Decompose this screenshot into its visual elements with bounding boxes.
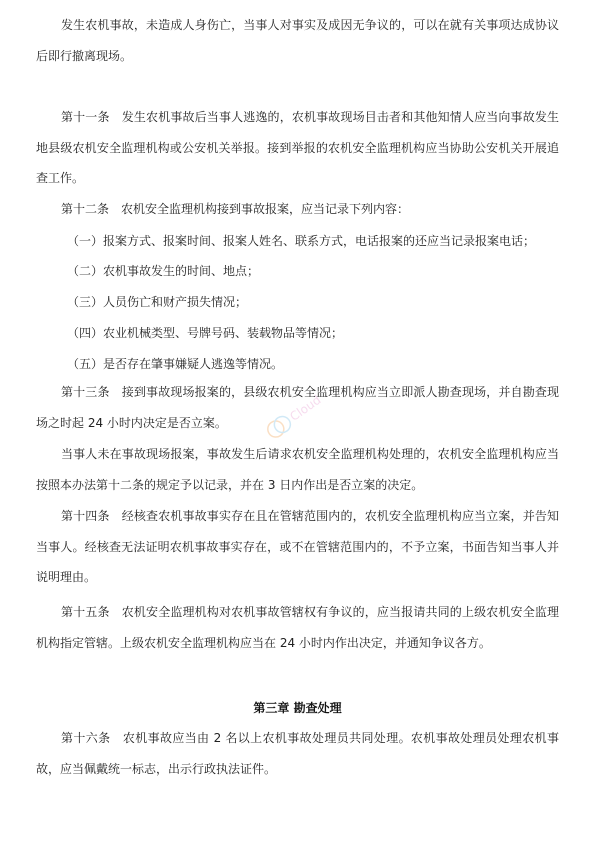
list-item-4: （四）农业机械类型、号牌号码、装载物品等情况；: [67, 326, 344, 340]
watermark-text: Cloud: [287, 392, 324, 424]
paragraph-article-13: 第十三条 接到事故现场报案的，县级农机安全监理机构应当立即派人勘查现场，并自勘查现场之时起 24 小时内决定是否立案。: [36, 385, 559, 430]
cloud-watermark-logo: [258, 392, 328, 442]
list-item-2: （二）农机事故发生的时间、地点；: [67, 264, 260, 278]
paragraph-article-11: 第十一条 发生农机事故后当事人逃逸的，农机事故现场目击者和其他知情人应当向事故发生地县级农机安全监理机构或公安机关举报。接到举报的农机安全监理机构应当协助公安机关开展追查工作。: [36, 110, 559, 185]
paragraph-article-15: 第十五条 农机安全监理机构对农机事故管辖权有争议的，应当报请共同的上级农机安全监理机构指定管辖。上级农机安全监理机构应当在 24 小时内作出决定，并通知争议各方。: [36, 605, 559, 650]
paragraph-no-scene-report: 当事人未在事故现场报案，事故发生后请求农机安全监理机构处理的，农机安全监理机构应当按照本办法第十二条的规定予以记录，并在 3 日内作出是否立案的决定。: [36, 447, 559, 492]
paragraph-article-14: 第十四条 经核查农机事故事实存在且在管辖范围内的，农机安全监理机构应当立案，并告知当事人。经核查无法证明农机事故事实存在，或不在管辖范围内的，不予立案，书面告知当事人并说明理由。: [36, 509, 559, 584]
list-item-3: （三）人员伤亡和财产损失情况；: [67, 295, 248, 309]
paragraph-accident-no-injury: 发生农机事故，未造成人身伤亡，当事人对事实及成因无争议的，可以在就有关事项达成协议后即行撤离现场。: [36, 18, 559, 63]
list-item-5: （五）是否存在肇事嫌疑人逃逸等情况。: [67, 357, 284, 371]
chapter-heading: 第三章 勘查处理: [253, 701, 342, 715]
list-item-1: （一）报案方式、报案时间、报案人姓名、联系方式，电话报案的还应当记录报案电话；: [67, 234, 536, 248]
paragraph-article-16: 第十六条 农机事故应当由 2 名以上农机事故处理员共同处理。农机事故处理员处理农机事故，应当佩戴统一标志，出示行政执法证件。: [36, 731, 559, 776]
paragraph-article-12: 第十二条 农机安全监理机构接到事故报案，应当记录下列内容：: [61, 202, 410, 216]
